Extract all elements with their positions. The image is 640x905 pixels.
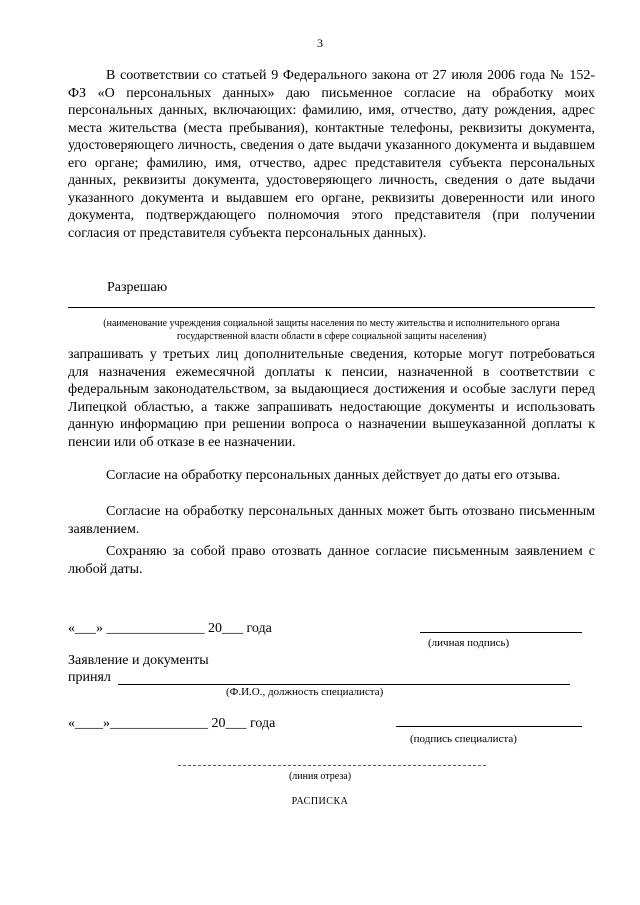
- validity-paragraph: Согласие на обработку персональных данных действует до даты его отзыва.: [106, 468, 561, 483]
- date-row-specialist: «____»______________ 20___ года: [68, 716, 276, 731]
- cut-line: [178, 765, 486, 766]
- personal-signature-caption: (личная подпись): [428, 637, 510, 649]
- fio-caption: (Ф.И.О., должность специалиста): [226, 686, 384, 698]
- accepted-label-line-2: принял: [68, 670, 111, 685]
- request-paragraph: запрашивать у третьих лиц дополнительные сведения, которые могут потребоваться для назначения ежемесячной доплаты к пенсии, назначенной в соответствии с федеральным законодательством, за выдающиеся достижения и особые заслуги перед Липецкой областью, а также запрашивать недостающие документы и использовать данную информацию при решении вопроса о назначении вышеуказанной доплаты к пенсии или об отказе в ее назначении.: [68, 347, 595, 450]
- institution-blank-line: [68, 307, 595, 308]
- date-row-applicant: «___» ______________ 20___ года: [68, 621, 272, 636]
- consent-paragraph: В соответствии со статьей 9 Федерального закона от 27 июля 2006 года № 152-ФЗ «О персональных данных» даю письменное согласие на обработку моих персональных данных, включающих: фамилию, имя, отчество, дату рождения, адрес места жительства (места пребывания), контактные телефоны, реквизиты документа, удостоверяющего личность, сведения о дате выдачи указанного документа и выдавшем его органе; фамилию, имя, отчество, адрес представителя субъекта персональных данных, реквизиты документа, удостоверяющего личность, сведения о дате выдачи указанного документа и выдавшем его органе, реквизиты доверенности или иного документа, подтверждающего полномочия этого представителя (при получении согласия от представителя субъекта персональных данных).: [68, 68, 595, 241]
- receipt-title: РАСПИСКА: [291, 796, 349, 807]
- fio-blank-line: [118, 684, 570, 685]
- cut-line-caption: (линия отреза): [288, 771, 352, 782]
- specialist-signature-line: [396, 726, 582, 727]
- personal-signature-line: [420, 632, 582, 633]
- accepted-label-line-1: Заявление и документы: [68, 653, 209, 668]
- permit-label: Разрешаю: [107, 280, 168, 295]
- revocation-paragraph: Согласие на обработку персональных данных может быть отозвано письменным заявлением.: [68, 504, 595, 537]
- reserve-paragraph: Сохраняю за собой право отозвать данное согласие письменным заявлением с любой даты.: [68, 544, 595, 577]
- page-number: 3: [317, 36, 323, 50]
- specialist-signature-caption: (подпись специалиста): [410, 733, 517, 745]
- institution-caption: (наименование учреждения социальной защиты населения по месту жительства и исполнительного органа государственной власти области в сфере социальной защиты населения): [103, 318, 560, 342]
